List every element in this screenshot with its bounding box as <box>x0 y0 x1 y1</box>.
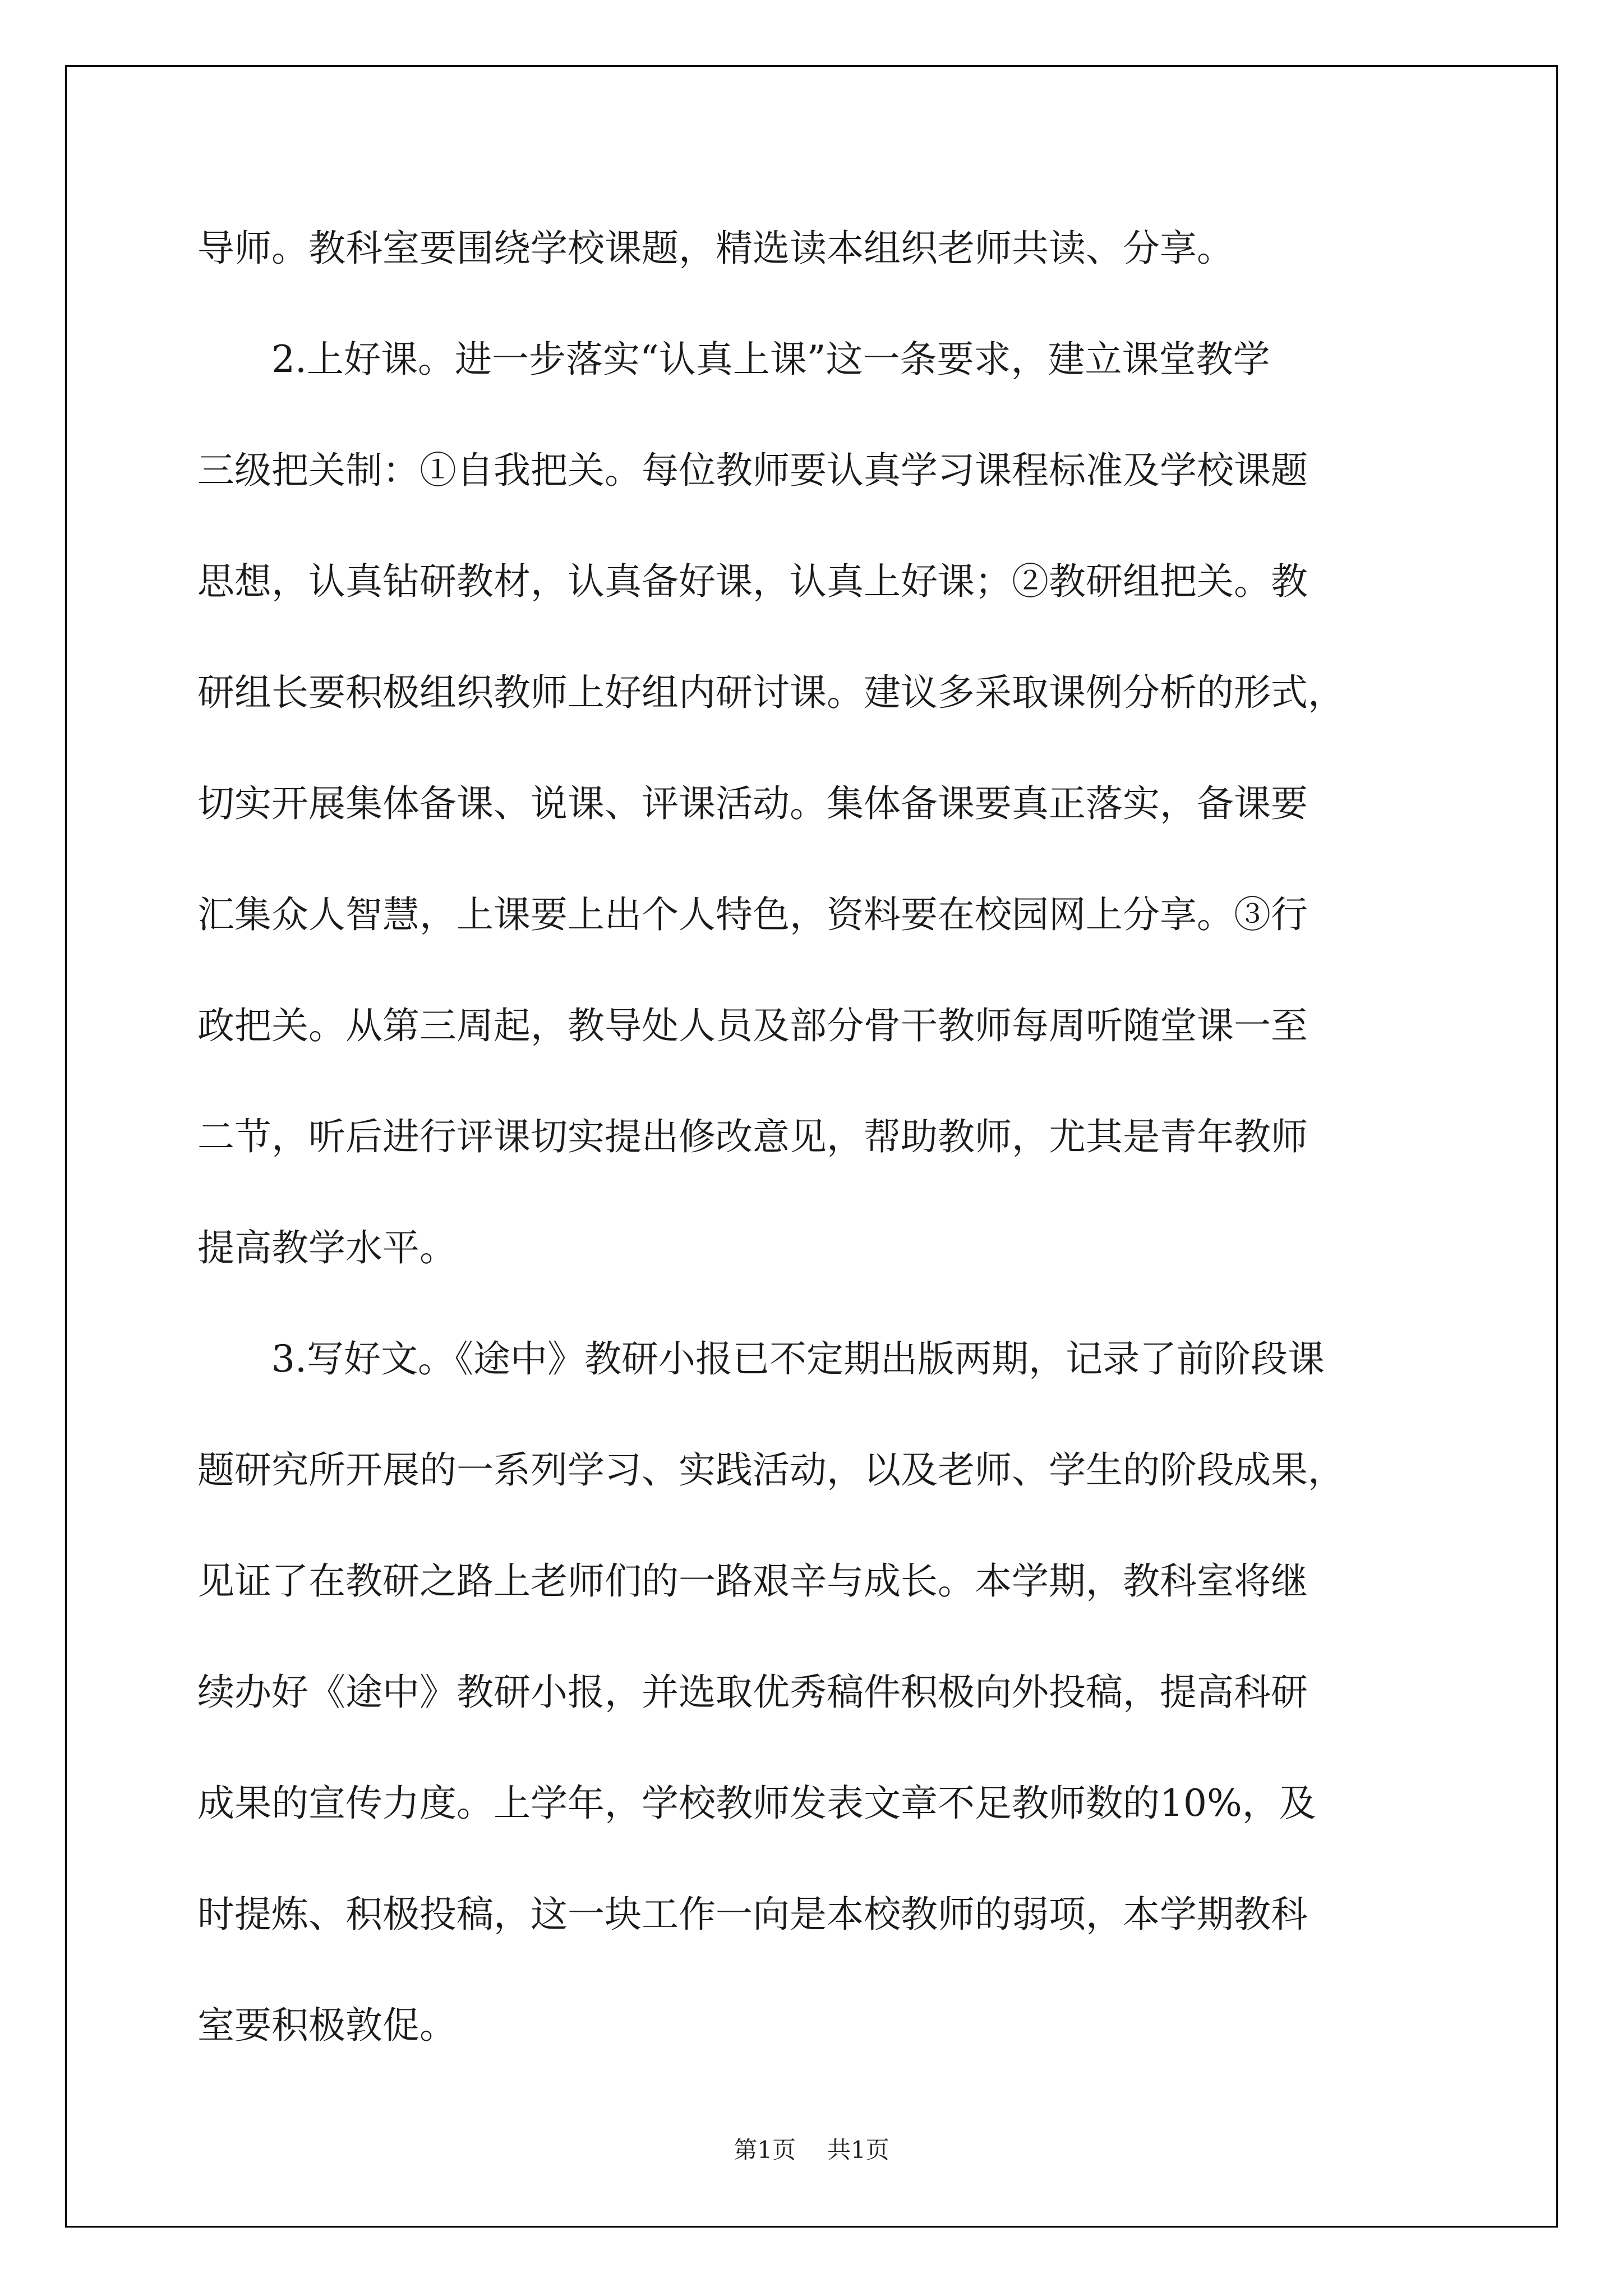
text-line: 二节，听后进行评课切实提出修改意见，帮助教师，尤其是青年教师 <box>197 1115 1308 1158</box>
text-line: 2.上好课。进一步落实“认真上课”这一条要求，建立课堂教学 <box>271 338 1270 381</box>
text-line: 导师。教科室要围绕学校课题，精选读本组织老师共读、分享。 <box>197 227 1234 270</box>
text-line: 见证了在教研之路上老师们的一路艰辛与成长。本学期，教科室将继 <box>197 1559 1308 1603</box>
text-line: 3.写好文。《途中》教研小报已不定期出版两期，记录了前阶段课 <box>271 1337 1325 1381</box>
page-number-current: 第1页 <box>734 2136 796 2164</box>
text-line: 续办好《途中》教研小报，并选取优秀稿件积极向外投稿，提高科研 <box>197 1671 1308 1714</box>
text-line: 成果的宣传力度。上学年，学校教师发表文章不足教师数的10%，及 <box>197 1782 1316 1825</box>
text-line: 思想，认真钻研教材，认真备好课，认真上好课；②教研组把关。教 <box>197 560 1308 603</box>
text-line: 时提炼、积极投稿，这一块工作一向是本校教师的弱项，本学期教科 <box>197 1893 1308 1936</box>
text-line: 室要积极敦促。 <box>197 2004 457 2047</box>
text-line: 切实开展集体备课、说课、评课活动。集体备课要真正落实，备课要 <box>197 782 1308 825</box>
text-line: 研组长要积极组织教师上好组内研讨课。建议多采取课例分析的形式， <box>197 671 1345 714</box>
page-number-total: 共1页 <box>827 2136 889 2164</box>
text-line: 政把关。从第三周起，教导处人员及部分骨干教师每周听随堂课一至 <box>197 1004 1308 1047</box>
document-body <box>197 193 1429 2081</box>
text-line: 三级把关制：①自我把关。每位教师要认真学习课程标准及学校课题 <box>197 449 1308 492</box>
page-footer <box>0 2132 1623 2165</box>
text-line: 题研究所开展的一系列学习、实践活动，以及老师、学生的阶段成果， <box>197 1448 1345 1492</box>
text-line: 汇集众人智慧，上课要上出个人特色，资料要在校园网上分享。③行 <box>197 893 1308 936</box>
text-line: 提高教学水平。 <box>197 1226 457 1269</box>
